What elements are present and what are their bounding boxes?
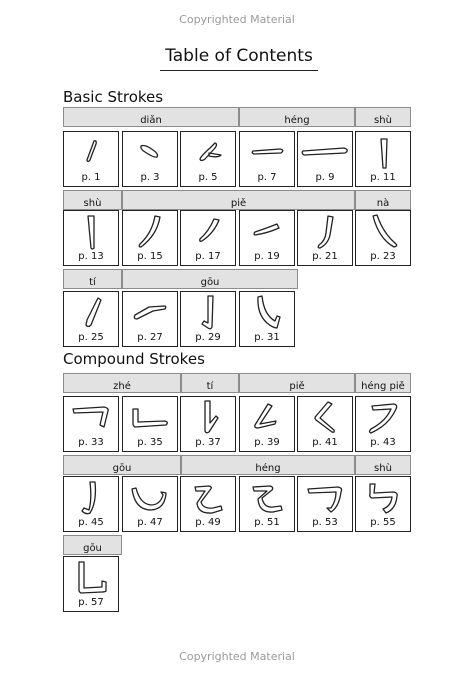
gou-stroke-icon bbox=[64, 477, 118, 517]
heng-stroke-icon bbox=[240, 132, 294, 172]
stroke-cell bbox=[63, 476, 119, 532]
stroke-header-ti: tí bbox=[63, 269, 122, 289]
stroke-cell bbox=[122, 291, 178, 347]
stroke-cell bbox=[180, 131, 236, 187]
page-number: p. 35 bbox=[137, 437, 163, 448]
page-number: p. 25 bbox=[78, 332, 104, 343]
stroke-cell bbox=[63, 556, 119, 612]
stroke-cell bbox=[180, 210, 236, 266]
stroke-header-gou: gōu bbox=[63, 455, 181, 475]
ti-stroke-icon bbox=[64, 292, 118, 332]
section-heading-compound: Compound Strokes bbox=[63, 350, 205, 368]
page-number: p. 17 bbox=[195, 251, 221, 262]
stroke-header-ti: tí bbox=[181, 373, 239, 393]
page-number: p. 7 bbox=[257, 172, 277, 183]
gou-stroke-icon bbox=[64, 557, 118, 597]
gou-stroke-icon bbox=[240, 292, 294, 332]
gou-stroke-icon bbox=[181, 477, 235, 517]
stroke-header-na: nà bbox=[355, 190, 411, 210]
page-number: p. 49 bbox=[195, 517, 221, 528]
pie-stroke-icon bbox=[240, 211, 294, 251]
page-number: p. 27 bbox=[137, 332, 163, 343]
page-number: p. 3 bbox=[140, 172, 160, 183]
stroke-cell bbox=[355, 476, 411, 532]
page-number: p. 53 bbox=[312, 517, 338, 528]
shu-stroke-icon bbox=[356, 477, 410, 517]
stroke-cell bbox=[297, 476, 353, 532]
stroke-cell bbox=[297, 131, 353, 187]
page-number: p. 51 bbox=[254, 517, 280, 528]
stroke-cell bbox=[180, 396, 236, 452]
page-number: p. 55 bbox=[370, 517, 396, 528]
page-number: p. 41 bbox=[312, 437, 338, 448]
gou-stroke-icon bbox=[123, 477, 177, 517]
stroke-cell bbox=[297, 396, 353, 452]
pie-stroke-icon bbox=[298, 397, 352, 437]
pie-stroke-icon bbox=[298, 211, 352, 251]
stroke-header-pie: piě bbox=[122, 190, 355, 210]
stroke-cell bbox=[239, 396, 295, 452]
stroke-cell bbox=[239, 131, 295, 187]
page-number: p. 1 bbox=[81, 172, 101, 183]
stroke-header-shu: shù bbox=[355, 455, 411, 475]
stroke-cell bbox=[63, 396, 119, 452]
heng-pie-stroke-icon bbox=[356, 397, 410, 437]
dian-stroke-icon bbox=[64, 132, 118, 172]
page-title: Table of Contents bbox=[165, 46, 313, 66]
stroke-cell bbox=[63, 131, 119, 187]
stroke-header-pie: piě bbox=[239, 373, 355, 393]
stroke-cell bbox=[180, 291, 236, 347]
shu-stroke-icon bbox=[64, 211, 118, 251]
stroke-cell bbox=[180, 476, 236, 532]
page-number: p. 29 bbox=[195, 332, 221, 343]
heng-stroke-icon bbox=[298, 477, 352, 517]
pie-stroke-icon bbox=[123, 211, 177, 251]
page-number: p. 31 bbox=[254, 332, 280, 343]
pie-stroke-icon bbox=[240, 397, 294, 437]
stroke-cell bbox=[355, 210, 411, 266]
stroke-cell bbox=[122, 210, 178, 266]
stroke-header-gou: gōu bbox=[122, 269, 298, 289]
stroke-cell bbox=[122, 131, 178, 187]
page-number: p. 45 bbox=[78, 517, 104, 528]
stroke-header-shu: shù bbox=[63, 190, 122, 210]
heng-stroke-icon bbox=[240, 477, 294, 517]
page-number: p. 43 bbox=[370, 437, 396, 448]
gou-stroke-icon bbox=[123, 292, 177, 332]
stroke-cell bbox=[239, 476, 295, 532]
stroke-header-zhe: zhé bbox=[63, 373, 181, 393]
stroke-cell bbox=[122, 396, 178, 452]
watermark-top: Copyrighted Material bbox=[179, 13, 295, 26]
stroke-cell bbox=[122, 476, 178, 532]
page-number: p. 23 bbox=[370, 251, 396, 262]
page-number: p. 57 bbox=[78, 597, 104, 608]
stroke-header-heng-pie: héng piě bbox=[355, 373, 411, 393]
stroke-cell bbox=[63, 210, 119, 266]
page-number: p. 47 bbox=[137, 517, 163, 528]
gou-stroke-icon bbox=[181, 292, 235, 332]
heng-stroke-icon bbox=[298, 132, 352, 172]
page-number: p. 21 bbox=[312, 251, 338, 262]
page-number: p. 5 bbox=[198, 172, 218, 183]
section-heading-basic: Basic Strokes bbox=[63, 88, 164, 106]
zhe-stroke-icon bbox=[123, 397, 177, 437]
shu-stroke-icon bbox=[356, 132, 410, 172]
dian-stroke-icon bbox=[181, 132, 235, 172]
page-number: p. 33 bbox=[78, 437, 104, 448]
stroke-cell bbox=[239, 210, 295, 266]
page-number: p. 15 bbox=[137, 251, 163, 262]
dian-stroke-icon bbox=[123, 132, 177, 172]
page-number: p. 11 bbox=[370, 172, 396, 183]
title-underline bbox=[160, 70, 318, 71]
pie-stroke-icon bbox=[181, 211, 235, 251]
stroke-header-shu: shù bbox=[355, 107, 411, 127]
na-stroke-icon bbox=[356, 211, 410, 251]
page-number: p. 39 bbox=[254, 437, 280, 448]
stroke-header-heng: héng bbox=[181, 455, 355, 475]
stroke-header-gou: gōu bbox=[63, 535, 122, 555]
watermark-bottom: Copyrighted Material bbox=[179, 650, 295, 663]
page-number: p. 13 bbox=[78, 251, 104, 262]
stroke-cell bbox=[355, 396, 411, 452]
page-number: p. 19 bbox=[254, 251, 280, 262]
stroke-cell bbox=[239, 291, 295, 347]
page-number: p. 37 bbox=[195, 437, 221, 448]
zhe-stroke-icon bbox=[64, 397, 118, 437]
stroke-header-dian: diǎn bbox=[63, 107, 239, 127]
ti-stroke-icon bbox=[181, 397, 235, 437]
stroke-cell bbox=[63, 291, 119, 347]
page-number: p. 9 bbox=[315, 172, 335, 183]
stroke-cell bbox=[355, 131, 411, 187]
stroke-cell bbox=[297, 210, 353, 266]
stroke-header-heng: héng bbox=[239, 107, 355, 127]
